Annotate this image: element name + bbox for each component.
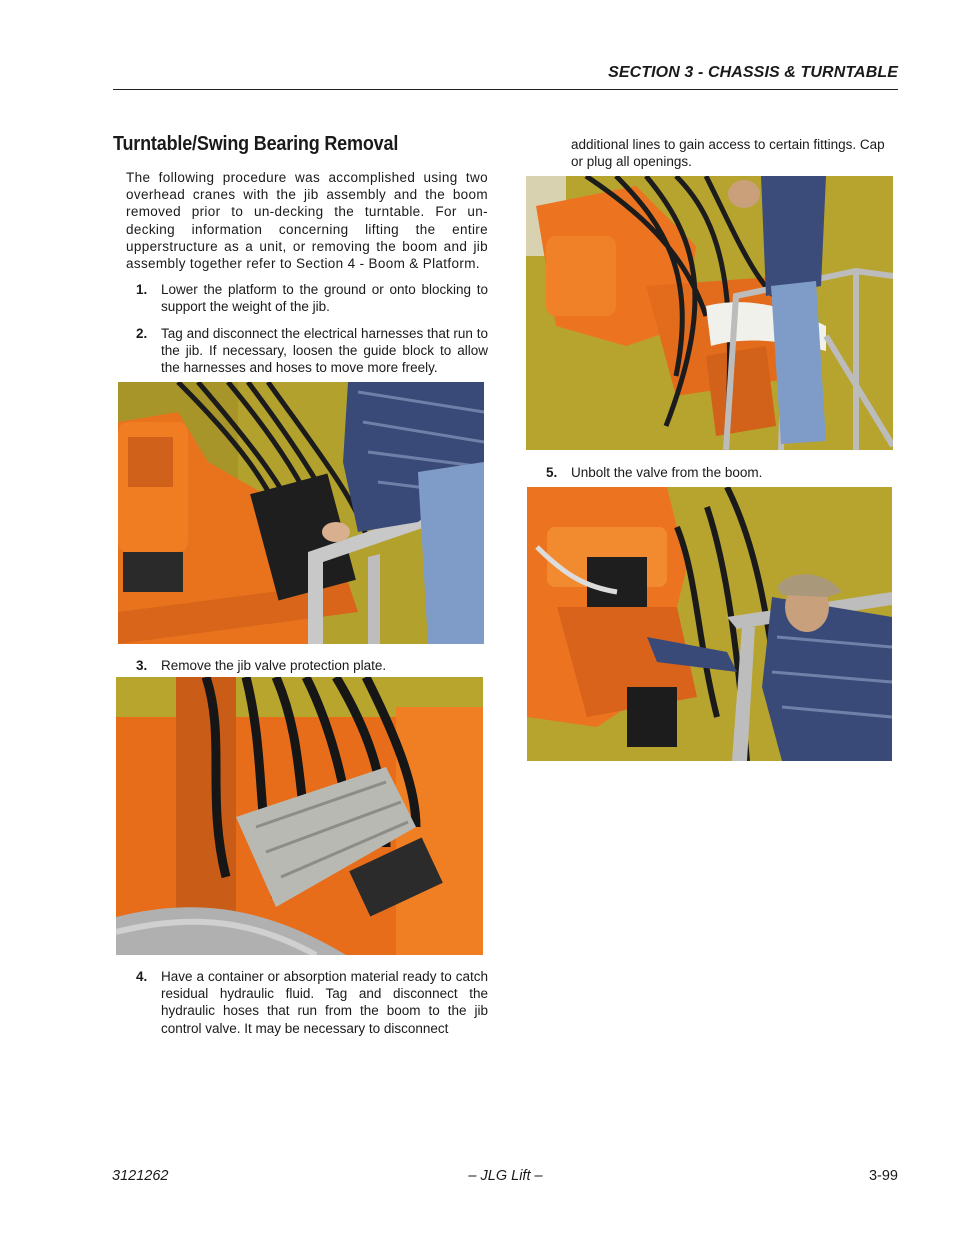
- step-4-continuation: additional lines to gain access to certain fittings. Cap or plug all openings.: [571, 137, 885, 170]
- footer-page-number: 3-99: [868, 1168, 898, 1184]
- intro-paragraph: The following procedure was accomplished using two overhead cranes with the jib assembly and the boom removed prior to un-decking the turntable. For un-decking information concerning lifting the entire upperstructure as a unit, or removing the boom and jib assembly together refer to Section 4 - Boom & Platform.: [126, 170, 488, 272]
- footer-doc-number: 3121262: [112, 1168, 169, 1184]
- step-4: [126, 968, 488, 1037]
- step-number: 5.: [546, 465, 558, 480]
- section-header: SECTION 3 - CHASSIS & TURNTABLE: [608, 64, 898, 81]
- step-number: 1.: [136, 282, 148, 297]
- step-text: Tag and disconnect the electrical harnesses that run to the jib. If necessary, loosen the guide block to allow the harnesses and hoses to move more freely.: [161, 326, 488, 376]
- step-text: Unbolt the valve from the boom.: [571, 465, 763, 480]
- photo-unbolt-valve: [527, 487, 892, 761]
- step-3: [126, 657, 488, 674]
- footer-title: – JLG Lift –: [468, 1168, 543, 1184]
- page-title: Turntable/Swing Bearing Removal: [113, 133, 399, 155]
- step-number: 2.: [136, 326, 148, 341]
- photo-jib-valve: [116, 677, 483, 955]
- step-number: 4.: [136, 969, 148, 984]
- step-2: [126, 325, 488, 377]
- step-5: [536, 464, 898, 481]
- step-text: Lower the platform to the ground or onto blocking to support the weight of the jib.: [161, 282, 488, 315]
- step-number: 3.: [136, 658, 148, 673]
- photo-hydraulic-hoses: [526, 176, 893, 450]
- step-1: [126, 281, 488, 315]
- photo-harness-disconnect: [118, 382, 484, 644]
- header-rule: [113, 89, 898, 90]
- step-text: Remove the jib valve protection plate.: [161, 658, 387, 673]
- step-text: Have a container or absorption material ready to catch residual hydraulic fluid. Tag and disconnect the hydraulic hoses that run from the boom to the jib control valve. It may be necessary to disconnect: [161, 969, 488, 1036]
